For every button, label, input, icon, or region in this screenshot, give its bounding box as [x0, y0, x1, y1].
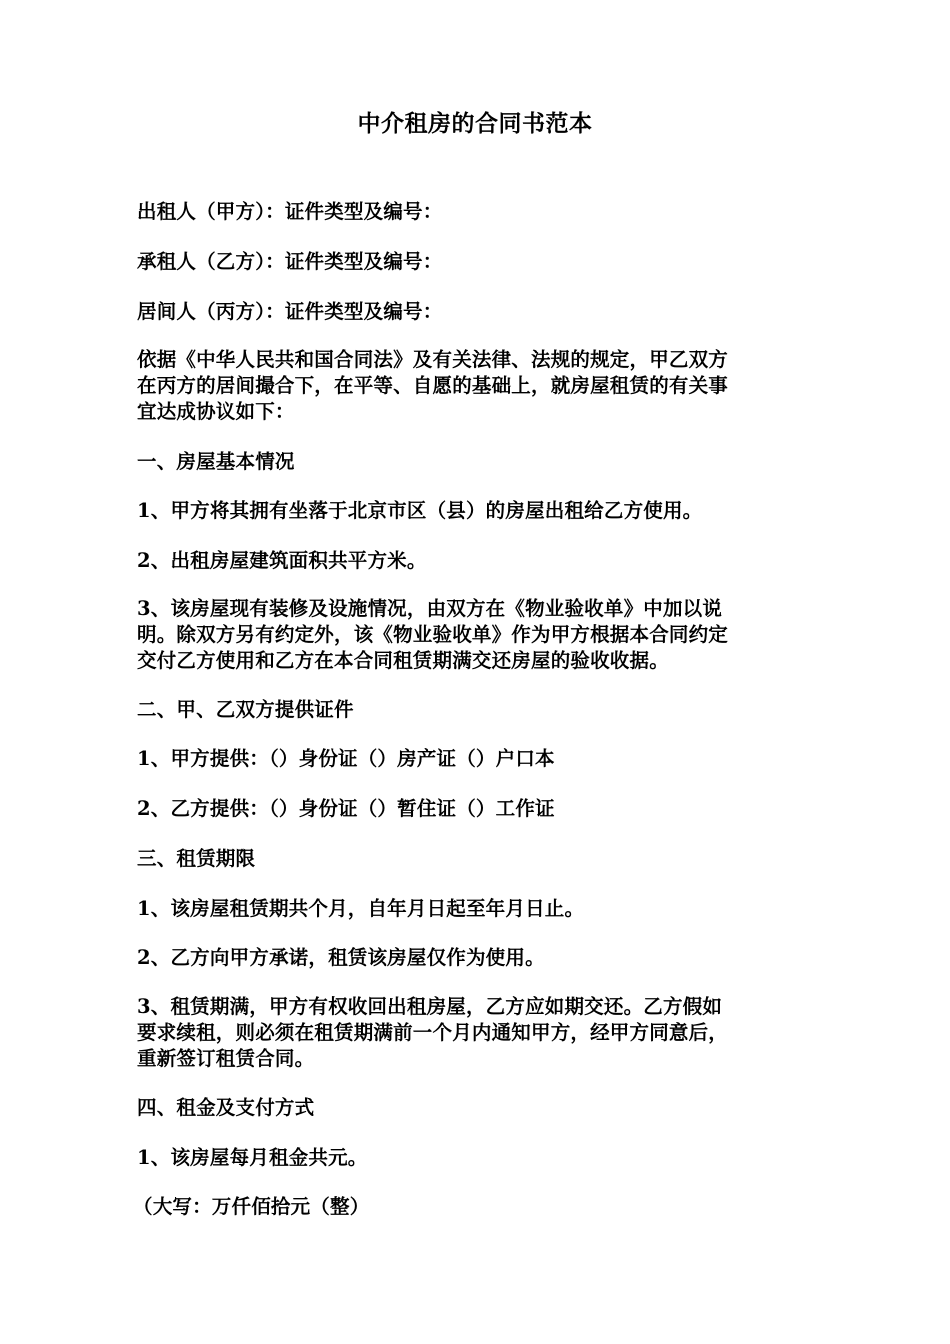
clause-1-2: 2、出租房屋建筑面积共平方米。	[137, 549, 427, 572]
clause-3-3	[137, 994, 817, 1072]
clause-line: 要求续租，则必须在租赁期满前一个月内通知甲方，经甲方同意后，	[137, 1021, 729, 1044]
preamble-line: 宜达成协议如下：	[137, 400, 295, 423]
section-heading-documents: 二、甲、乙双方提供证件	[137, 698, 354, 721]
clause-3-1: 1、该房屋租赁期共个月，自年月日起至年月日止。	[137, 897, 585, 920]
clause-line: 3、该房屋现有装修及设施情况，由双方在《物业验收单》中加以说	[137, 597, 723, 620]
preamble-line: 在丙方的居间撮合下，在平等、自愿的基础上，就房屋租赁的有关事	[137, 374, 729, 397]
preamble-paragraph	[137, 347, 817, 425]
preamble-line: 依据《中华人民共和国合同法》及有关法律、法规的规定，甲乙双方	[137, 348, 729, 371]
clause-line: 3、租赁期满，甲方有权收回出租房屋，乙方应如期交还。乙方假如	[137, 995, 723, 1018]
section-heading-lease-term: 三、租赁期限	[137, 847, 256, 870]
section-heading-rent-payment: 四、租金及支付方式	[137, 1096, 315, 1119]
document-title: 中介租房的合同书范本	[357, 110, 593, 137]
clause-1-1: 1、甲方将其拥有坐落于北京市区（县）的房屋出租给乙方使用。	[137, 499, 703, 522]
clause-4-1: 1、该房屋每月租金共元。	[137, 1146, 368, 1169]
section-heading-house-info: 一、房屋基本情况	[137, 450, 295, 473]
clause-4-1-amount-note: （大写：万仟佰拾元（整）	[133, 1195, 370, 1218]
party-lessee: 承租人（乙方）：证件类型及编号：	[137, 250, 443, 273]
clause-2-1: 1、甲方提供：（）身份证（）房产证（）户口本	[137, 747, 555, 770]
party-broker: 居间人（丙方）：证件类型及编号：	[137, 300, 443, 323]
clause-line: 明。除双方另有约定外，该《物业验收单》作为甲方根据本合同约定	[137, 623, 729, 646]
clause-line: 交付乙方使用和乙方在本合同租赁期满交还房屋的验收收据。	[137, 649, 669, 672]
clause-1-3	[137, 596, 817, 674]
clause-line: 重新签订租赁合同。	[137, 1047, 315, 1070]
party-lessor: 出租人（甲方）：证件类型及编号：	[137, 200, 443, 223]
clause-2-2: 2、乙方提供：（）身份证（）暂住证（）工作证	[137, 797, 555, 820]
clause-3-2: 2、乙方向甲方承诺，租赁该房屋仅作为使用。	[137, 946, 545, 969]
